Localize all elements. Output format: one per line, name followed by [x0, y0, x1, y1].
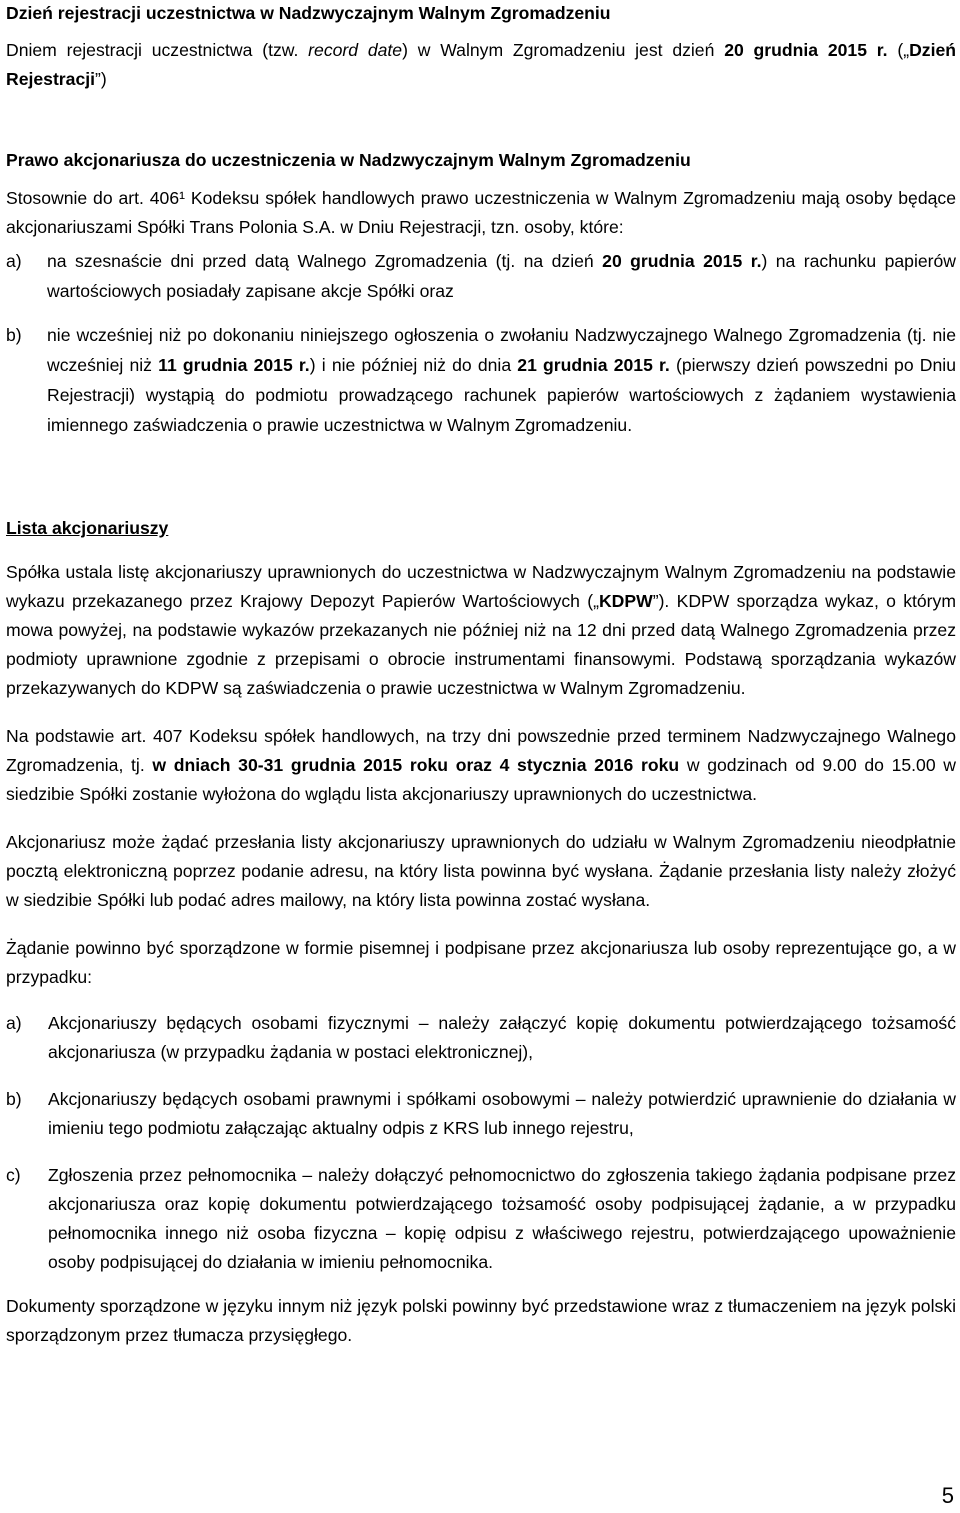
record-date-section: [6, 0, 956, 94]
list-item-text: Akcjonariuszy będących osobami prawnymi i spółkami osobowymi – należy potwierdzić uprawnienie do działania w imieniu tego podmiotu załączając aktualny odpis z KRS lub innego rejestru,: [48, 1089, 956, 1138]
participation-rights-paragraph: Stosownie do art. 406¹ Kodeksu spółek handlowych prawo uczestniczenia w Walnym Zgromadzeniu mają osoby będące akcjonariuszami Spółki Trans Polonia S.A. w Dniu Rejestracji, tzn. osoby, które:: [6, 188, 956, 237]
list-item-text: [47, 246, 956, 306]
record-date-heading: Dzień rejestracji uczestnictwa w Nadzwyczajnym Walnym Zgromadzeniu: [6, 3, 611, 23]
text-run: („: [887, 40, 910, 60]
shareholder-list-paragraph-2: [6, 722, 956, 809]
shareholder-list-paragraph-1: [6, 558, 956, 703]
list-marker: a): [6, 251, 22, 271]
record-date-paragraph: [6, 36, 956, 94]
text-run: Spółka ustala listę akcjonariuszy uprawnionych do uczestnictwa w Nadzwyczajnym Walnym Zgromadzeniu na podstawie wykazu przekazanego przez Krajowy Depozyt Papierów Wartościowych („: [6, 562, 956, 611]
text-run: ) na rachunku papierów wartościowych posiadały zapisane akcje Spółki oraz: [47, 251, 956, 301]
page-number: 5: [941, 1483, 954, 1508]
inspection-dates: w dniach 30-31 grudnia 2015 roku oraz 4 stycznia 2016 roku: [152, 755, 680, 775]
record-date-value: 20 grudnia 2015 r.: [724, 40, 888, 60]
list-item-a: [6, 246, 956, 306]
list-marker: a): [6, 1013, 22, 1033]
shareholder-list-paragraph-5: Dokumenty sporządzone w języku innym niż język polski powinny być przedstawione wraz z tłumaczeniem na język polski sporządzonym przez tłumacza przysięgłego.: [6, 1296, 956, 1345]
list-item-text: Akcjonariuszy będących osobami fizycznymi – należy załączyć kopię dokumentu potwierdzającego tożsamość akcjonariusza (w przypadku żądania w postaci elektronicznej),: [48, 1013, 956, 1062]
list-item-b: [6, 320, 956, 440]
text-run: (pierwszy dzień powszedni po Dniu Rejestracji) wystąpią do podmiotu prowadzącego rachunek papierów wartościowych z żądaniem wystawienia imiennego zaświadczenia o prawie uczestnictwa w Walnym Zgromadzeniu.: [47, 355, 956, 435]
participation-rights-heading: Prawo akcjonariusza do uczestniczenia w Nadzwyczajnym Walnym Zgromadzeniu: [6, 150, 691, 170]
list-marker: c): [6, 1165, 21, 1185]
shareholder-list-section: [6, 515, 956, 1350]
list-item-text: Zgłoszenia przez pełnomocnika – należy dołączyć pełnomocnictwo do zgłoszenia takiego żądania podpisane przez akcjonariusza oraz kopię dokumentu potwierdzającego tożsamość osoby podpisującej żądanie, a w przypadku pełnomocnika innego niż osoba fizyczna – kopię odpisu z właściwego rejestru, potwierdzającego upoważnienie osoby podpisującej do działania w imieniu pełnomocnika.: [48, 1165, 956, 1272]
list-item-text: [47, 320, 956, 440]
date-value: 11 grudnia 2015 r.: [158, 355, 310, 375]
list-item-c: [6, 1161, 956, 1277]
text-run: Na podstawie art. 407 Kodeksu spółek handlowych, na trzy dni powszednie przed terminem Nadzwyczajnego Walnego Zgromadzenia, tj.: [6, 726, 956, 775]
text-run: w godzinach od 9.00 do 15.00 w siedzibie Spółki zostanie wyłożona do wglądu lista akcjonariuszy uprawnionych do uczestnictwa.: [6, 755, 957, 804]
list-item-b: [6, 1085, 956, 1143]
defined-term: Dzień Rejestracji: [6, 40, 956, 89]
defined-term: KDPW: [598, 591, 653, 611]
list-marker: b): [6, 325, 22, 345]
date-value: 20 grudnia 2015 r.: [602, 251, 762, 271]
record-date-term: record date: [308, 40, 403, 60]
text-run: ) i nie później niż do dnia: [309, 355, 518, 375]
text-run: ”). KDPW sporządza wykaz, o którym mowa powyżej, na podstawie wykazów przekazanych nie później niż na 12 dni przed datą Walnego Zgromadzenia przez podmioty uprawnione zgodnie z przepisami o obrocie instrumentami finansowymi. Podstawą sporządzania wykazów przekazywanych do KDPW są zaświadczenia o prawie uczestnictwa w Walnym Zgromadzeniu.: [6, 591, 956, 698]
text-run: ) w Walnym Zgromadzeniu jest dzień: [402, 40, 725, 60]
text-run: Dniem rejestracji uczestnictwa (tzw.: [6, 40, 309, 60]
list-item-a: [6, 1009, 956, 1067]
shareholder-list-paragraph-4: Żądanie powinno być sporządzone w formie pisemnej i podpisane przez akcjonariusza lub osoby reprezentujące go, a w przypadku:: [6, 938, 956, 987]
participation-rights-section: [6, 147, 956, 440]
shareholder-list-paragraph-3: Akcjonariusz może żądać przesłania listy akcjonariuszy uprawnionych do udziału w Walnym Zgromadzeniu nieodpłatnie pocztą elektroniczną poprzez podanie adresu, na który lista powinna być wysłana. Żądanie przesłania listy należy złożyć w siedzibie Spółki lub podać adres mailowy, na który lista powinna zostać wysłana.: [6, 832, 956, 910]
list-marker: b): [6, 1089, 22, 1109]
shareholder-list-heading: Lista akcjonariuszy: [6, 518, 169, 538]
text-run: ”): [95, 69, 107, 89]
text-run: na szesnaście dni przed datą Walnego Zgromadzenia (tj. na dzień: [47, 251, 603, 271]
date-value: 21 grudnia 2015 r.: [517, 355, 670, 375]
text-run: nie wcześniej niż po dokonaniu niniejszego ogłoszenia o zwołaniu Nadzwyczajnego Walnego Zgromadzenia (tj. nie wcześniej niż: [47, 325, 956, 375]
